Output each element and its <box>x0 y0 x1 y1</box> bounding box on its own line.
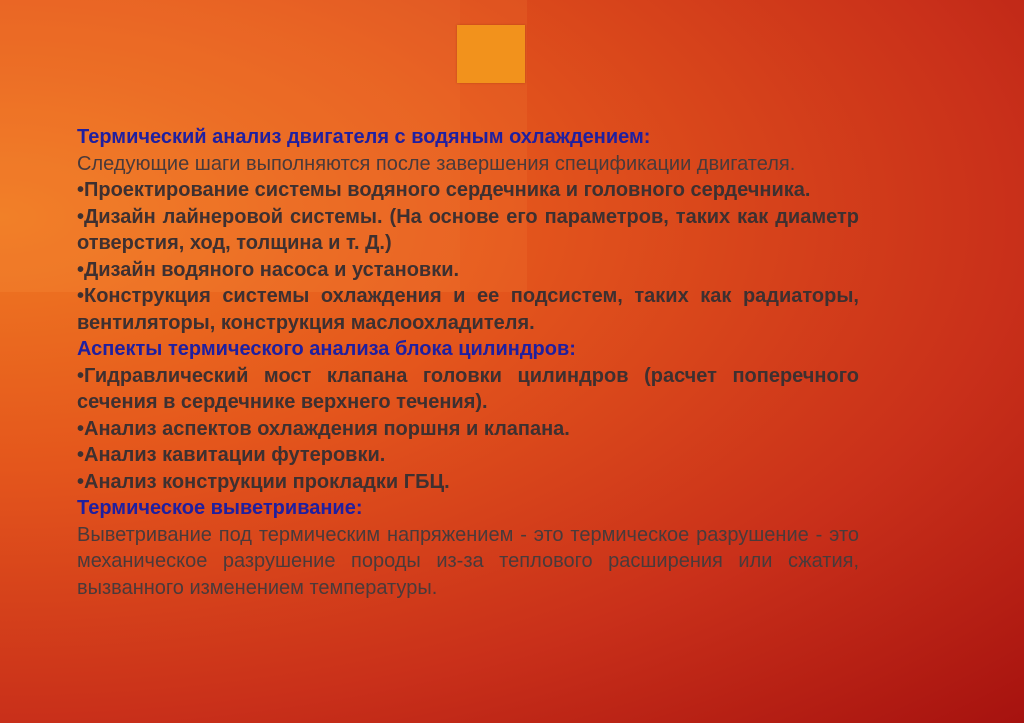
weathering-paragraph: Выветривание под термическим напряжением - это термическое разрушение - это механическое разрушение породы из-за теплового расширения или сжатия, вызванного изменением температуры. <box>77 523 859 599</box>
list-item-step-4: •Конструкция системы охлаждения и ее подсистем, таких как радиаторы, вентиляторы, конструкция маслоохладителя. <box>77 285 859 334</box>
section-heading-engine-thermal-analysis: Термический анализ двигателя с водяным охлаждением: <box>77 126 651 148</box>
list-item-aspect-2: •Анализ аспектов охлаждения поршня и клапана. <box>77 417 570 440</box>
accent-square <box>457 25 525 83</box>
list-item-aspect-1: •Гидравлический мост клапана головки цилиндров (расчет поперечного сечения в сердечнике верхнего течения). <box>77 364 859 413</box>
list-item-aspect-3: •Анализ кавитации футеровки. <box>77 444 386 466</box>
list-item-aspect-4: •Анализ конструкции прокладки ГБЦ. <box>77 470 450 493</box>
list-item-step-3: •Дизайн водяного насоса и установки. <box>77 258 460 281</box>
list-item-step-1: •Проектирование системы водяного сердечника и головного сердечника. <box>77 179 811 201</box>
section-heading-thermal-weathering: Термическое выветривание: <box>77 497 363 519</box>
intro-paragraph: Следующие шаги выполняются после завершения спецификации двигателя. <box>77 152 796 175</box>
section-heading-cylinder-block: Аспекты термического анализа блока цилиндров: <box>77 338 576 360</box>
slide-content <box>77 124 859 601</box>
list-item-step-2: •Дизайн лайнеровой системы. (На основе его параметров, таких как диаметр отверстия, ход, толщина и т. Д.) <box>77 205 859 254</box>
